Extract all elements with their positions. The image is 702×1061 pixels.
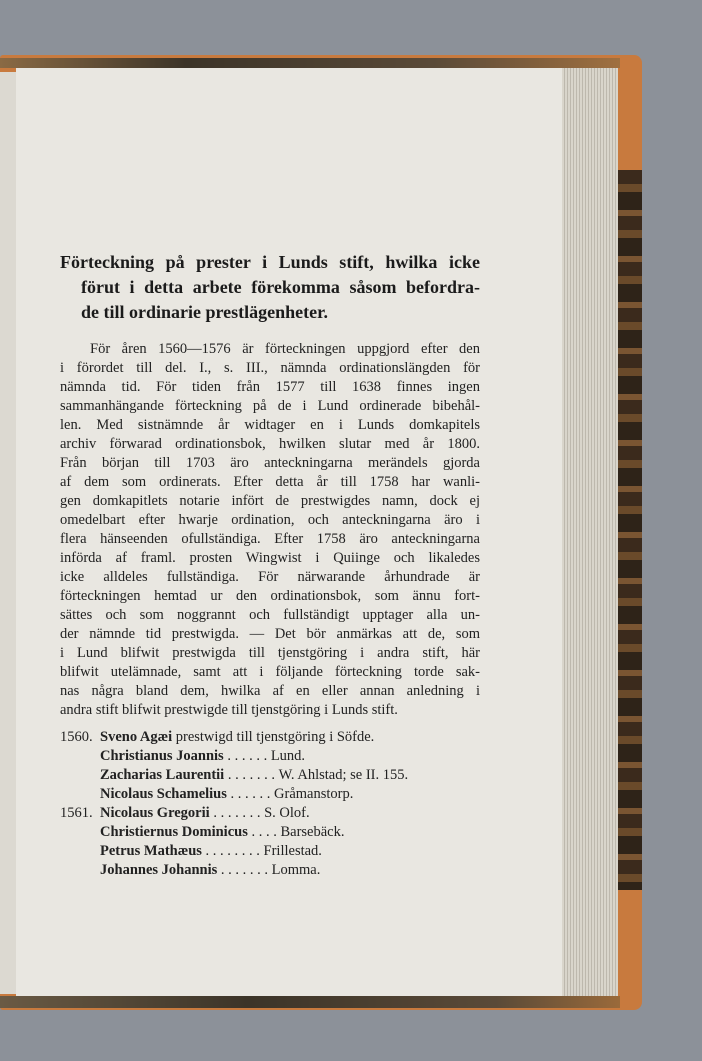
body-line: blifwit utelämnade, samt att i följande förteckning torde sak- (60, 664, 480, 680)
body-paragraph (60, 340, 480, 720)
entry-year: 1561. (60, 805, 93, 821)
cover-marbled-spine (616, 170, 642, 890)
body-line: Från början till 1703 äro anteckningarna merändels gjorda (60, 455, 480, 471)
entry-name: Petrus Mathæus (100, 843, 202, 859)
entry-leader-dots: . . . . . . (226, 786, 275, 802)
entry-place: W. Ahlstad; se II. 155. (278, 767, 409, 783)
body-line: af dem som ordinerats. Efter detta år till 1758 har wanli- (60, 474, 480, 490)
book-page (16, 68, 562, 996)
entry-year (60, 842, 100, 861)
list-item (60, 823, 480, 842)
list-item (60, 861, 480, 880)
entry-leader-dots: . . . . . . . (224, 767, 279, 783)
list-item (60, 728, 480, 747)
body-line: sammanhängande förteckning på de i Lund ordinerade bibehål- (60, 398, 480, 414)
body-line: införda af framl. prosten Wingwist i Quiinge och likaledes (60, 550, 480, 566)
entry-leader-dots: . . . . . . . (209, 805, 265, 821)
body-line: andra stift blifwit prestwigde till tjenstgöring i Lunds stift. (60, 702, 398, 718)
entry-name: Sveno Agæi (100, 729, 173, 745)
entry-name: Nicolaus Schamelius (100, 786, 227, 802)
body-line: förteckningen hemtad ur den ordinationsbok, som ännu fort- (60, 588, 480, 604)
body-line: sättes och som noggrannt och fullständigt upptager alla un- (60, 607, 480, 623)
entry-place: Barsebäck. (280, 824, 345, 840)
body-line: nas några bland dem, hwilka af en eller annan anledning i (60, 683, 480, 699)
list-item (60, 766, 480, 785)
list-item (60, 785, 480, 804)
title-line: de till ordinarie prestlägenheter. (81, 302, 328, 322)
entry-place: S. Olof. (264, 805, 310, 821)
left-page-sliver (0, 72, 17, 994)
entry-name: Christiernus Dominicus (100, 824, 248, 840)
list-item (60, 804, 480, 823)
entry-name: Christianus Joannis (100, 748, 224, 764)
body-line: der nämnde tid prestwigda. — Det bör anmärkas att de, som (60, 626, 480, 642)
entry-year (60, 747, 100, 766)
entry-year: 1560. (60, 729, 93, 745)
body-line: archiv förwarad ordinationsbok, hwilken slutar med år 1800. (60, 436, 480, 452)
entry-year (60, 823, 100, 842)
entry-name: Nicolaus Gregorii (100, 805, 210, 821)
title-line: förut i detta arbete förekomma såsom befordra- (81, 277, 480, 297)
entry-place: Lomma. (271, 862, 321, 878)
list-item (60, 842, 480, 861)
entry-name: Johannes Johannis (100, 862, 218, 878)
title-line: Förteckning på prester i Lunds stift, hwilka icke (60, 252, 480, 272)
entry-place: prestwigd till tjenstgöring i Söfde. (172, 729, 375, 745)
entry-year (60, 785, 100, 804)
body-line: För åren 1560—1576 är förteckningen uppgjord efter den (90, 341, 480, 357)
book-top-edge (0, 58, 620, 68)
entry-leader-dots: . . . . (247, 824, 281, 840)
body-line: len. Med sistnämnde år widtager en i Lunds domkapitels (60, 417, 480, 433)
body-line: omedelbart efter hwarje ordination, och anteckningarna äro i (60, 512, 480, 528)
entry-place: Gråmanstorp. (274, 786, 354, 802)
body-line: i förordet till del. I., s. III., nämnda ordinationslängden för (60, 360, 480, 376)
entry-name: Zacharias Laurentii (100, 767, 225, 783)
body-line: icke alldeles fullständiga. För närwarande århundrade är (60, 569, 480, 585)
entry-leader-dots: . . . . . . . . (201, 843, 264, 859)
section-title (60, 250, 480, 325)
entry-place: Frillestad. (263, 843, 322, 859)
ordination-list (60, 728, 480, 880)
body-line: i Lund blifwit prestwigda till tjenstgöring i andra stift, här (60, 645, 480, 661)
entry-place: Lund. (270, 748, 306, 764)
entry-year (60, 861, 100, 880)
page-edges (562, 68, 618, 996)
entry-leader-dots: . . . . . . (223, 748, 271, 764)
entry-year (60, 766, 100, 785)
list-item (60, 747, 480, 766)
entry-leader-dots: . . . . . . . (217, 862, 272, 878)
book-bottom-edge (0, 996, 620, 1008)
body-line: nämnda tid. För tiden från 1577 till 1638 finnes ingen (60, 379, 480, 395)
body-line: gen domkapitlets notarie infört de prestwigdes namn, dock ej (60, 493, 480, 509)
body-line: flera hänseenden ofullständiga. Efter 1758 äro anteckningarna (60, 531, 480, 547)
